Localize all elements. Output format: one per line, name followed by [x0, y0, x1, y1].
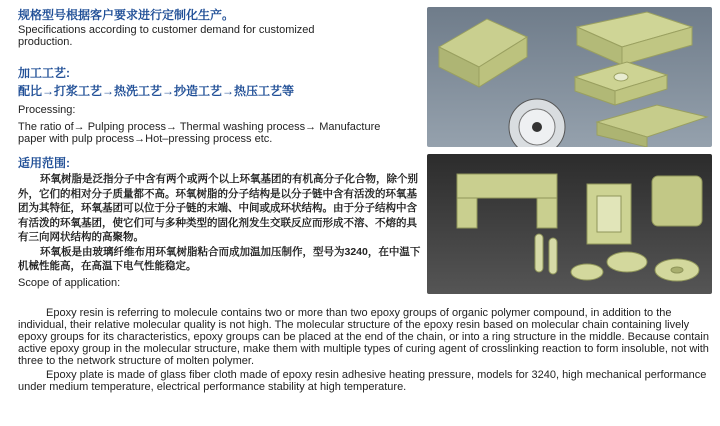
processing-label: Processing:	[18, 104, 76, 116]
processing-text: The ratio of→ Pulping process→ Thermal washing process→ Manufacture paper with pulp process→Hot–pressing process etc.	[18, 121, 381, 145]
product-photo-bottom	[427, 154, 712, 294]
spec-text: Specifications according to customer demand for customized production.	[18, 24, 315, 48]
rounded-block	[652, 176, 702, 226]
scope-para2-en: Epoxy plate is made of glass fiber cloth made of epoxy resin adhesive heating pressure, models for 3240, high mechanical performance under medium temperature, electrical performance stability at high temperature.	[18, 369, 707, 393]
processing-steps: 配比→打浆工艺→热洗工艺→抄造工艺→热压工艺等	[18, 84, 295, 98]
scope-para1-cn: 环氧树脂是泛指分子中含有两个或两个以上环氧基团的有机高分子化合物，除个别外，它们的相对分子质量都不高。环氧树脂的分子结构是以分子链中含有活泼的环氧基团为其特征，环氧基团可以位于分子链的末端、中间或成环状结构。由于分子结构中含有活泼的环氧基团，使它们可与多种类型的固化剂发生交联反应而形成不溶、不熔的具有三向网状结构的高聚物。	[18, 173, 418, 243]
scope-para2-cn: 环氧板是由玻璃纤维布用环氧树脂粘合而成加温加压制作，型号为3240，在中温下机械性能高，在高温下电气性能稳定。	[18, 245, 421, 272]
scope-para1-en: Epoxy resin is referring to molecule contains two or more than two epoxy groups of organic polymer compound, in addition to the individual, their relative molecular quality is not high. The molecular structure of the epoxy resin based on molecular chain containing lively epoxy groups for its characteristics, epoxy groups can be placed at the end of the chain, or into a ring structure in the middle. Because contain active epoxy group in the molecular structure, make them with multiple types of curing agent of crosslinking reaction to form insoluble, not with three to the network structure of molten polymer.	[18, 307, 709, 367]
scope-english	[18, 307, 714, 393]
spec-heading: 规格型号根据客户要求进行定制化生产。	[18, 8, 235, 22]
hollow-block	[587, 184, 631, 244]
scope-label: Scope of application:	[18, 276, 121, 289]
spec-section	[18, 8, 368, 48]
scope-section	[18, 156, 423, 289]
processing-section	[18, 66, 413, 145]
scope-heading: 适用范围:	[18, 156, 70, 170]
processing-heading: 加工工艺:	[18, 66, 70, 80]
product-photo-top	[427, 7, 712, 147]
